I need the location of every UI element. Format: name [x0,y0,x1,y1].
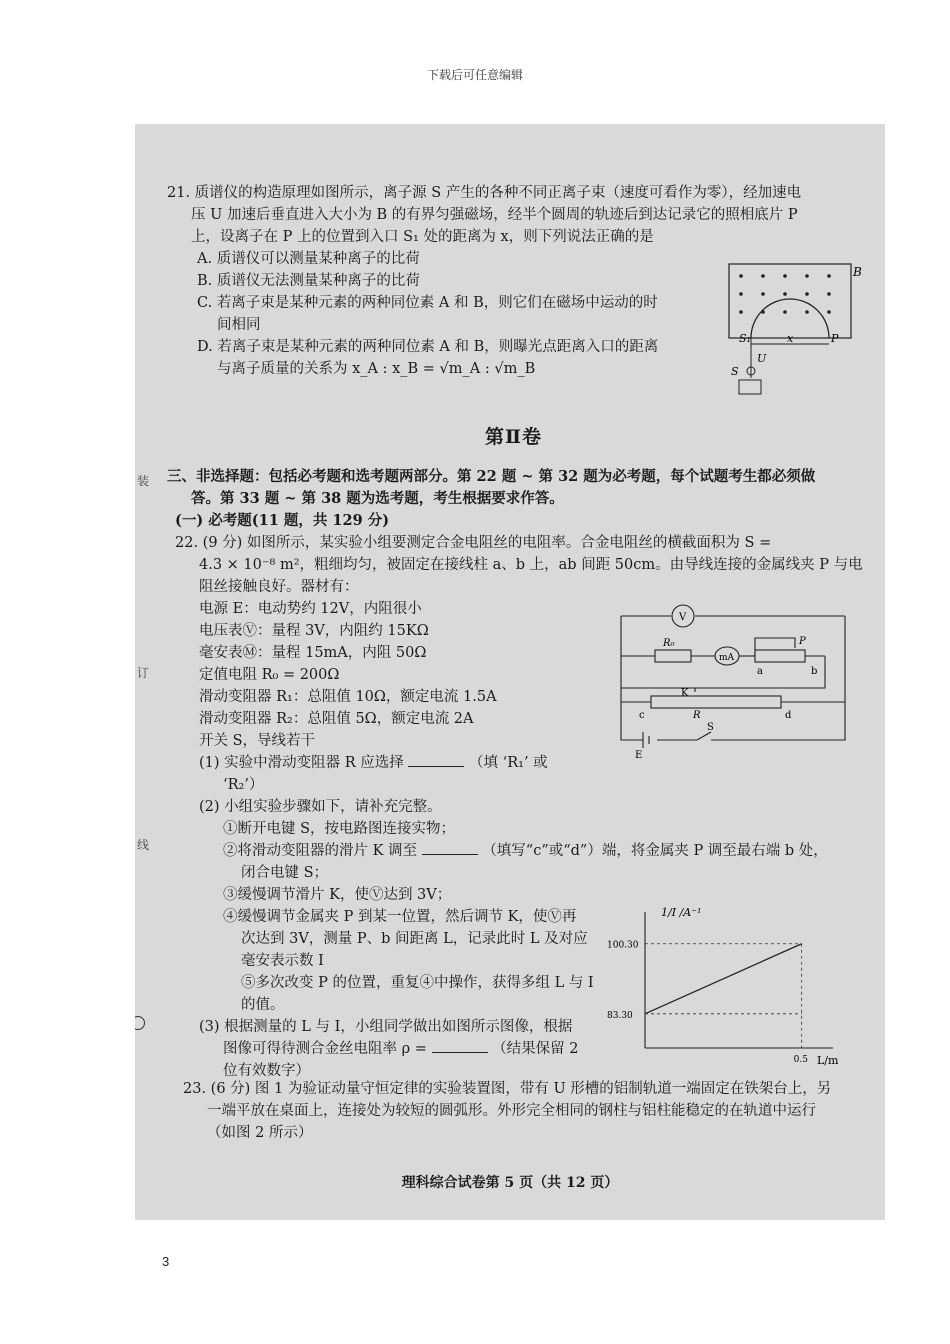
q21-option-d: D. 若离子束是某种元素的两种同位素 A 和 B，则曝光点距离入口的距离 [197,339,659,355]
equipment-item: 毫安表Ⓜ：量程 15mA，内阻 50Ω [199,645,427,661]
q23-line: （如图 2 所示） [207,1125,313,1141]
q22-sub2: (2) 小组实验步骤如下，请补充完整。 [199,799,442,815]
q21-option-d-cont: 与离子质量的关系为 x_A : x_B = √m_A : √m_B [217,361,536,377]
margin-mark-zhuang: 装 [137,474,150,488]
q22-step2-text: （填写“c”或“d”）端，将金属夹 P 调至最右端 b 处， [482,843,828,859]
fig-label-b: B [853,265,862,279]
chart-x-label: L/m [817,1054,839,1067]
q22-sub1-hint: （填 ‘R₁’ 或 [469,755,548,771]
section-intro [167,466,815,532]
q22-line: 22. (9 分) 如图所示，某实验小组要测定合金电阻丝的电阻率。合金电阻丝的横截面积为 S = [175,535,772,551]
question-21 [167,182,801,380]
circuit-label-r0: R₀ [663,638,675,649]
q22-step: 毫安表示数 I [241,953,324,969]
q22-sub1-text: (1) 实验中滑动变阻器 R 应选择 [199,755,404,771]
margin-mark-xian: 线 [137,838,150,852]
equipment-item: 开关 S，导线若干 [199,733,316,749]
page-number: 3 [162,1254,170,1269]
circuit-label-s: S [707,722,714,733]
q22-step: ①断开电键 S，按电路图连接实物； [223,821,456,837]
circuit-label-a: a [757,666,763,677]
fig-label-u: U [757,352,767,365]
circuit-label-d: d [785,710,792,721]
q22-sub1-cont: ‘R₂’） [223,777,264,793]
q22-step2-text: ②将滑动变阻器的滑片 K 调至 [223,843,418,859]
answer-blank [432,1040,488,1053]
chart-x-tick-label: 0.5 [793,1055,808,1065]
answer-blank [422,842,478,855]
fig-label-x: x [787,332,794,345]
q22-sub3-text: 图像可得待测合金丝电阻率 ρ = [223,1041,427,1057]
equipment-item: 滑动变阻器 R₁：总阻值 10Ω，额定电流 1.5A [199,689,497,705]
equipment-item: 滑动变阻器 R₂：总阻值 5Ω，额定电流 2A [199,711,474,727]
chart-y-tick-label: 100.30 [607,940,639,951]
q21-option-c-cont: 间相同 [217,317,261,333]
fig-label-s1: S₁ [739,332,751,345]
q23-line: 一端平放在桌面上，连接处为较短的圆弧形。外形完全相同的钢柱与铝柱能稳定的在轨道中运行 [207,1103,816,1119]
q22-sub3-text: （结果保留 2 [492,1041,579,1057]
part-heading: (一) 必考题(11 题，共 129 分) [175,512,390,529]
q21-line: 压 U 加速后垂直进入大小为 B 的有界匀强磁场，经半个圆周的轨迹后到达记录它的照相底片 P [191,207,798,223]
q22-sub3: 位有效数字） [223,1063,310,1079]
page-footer: 理科综合试卷第 5 页（共 12 页） [401,1175,619,1191]
answer-blank [408,754,464,767]
circuit-label-k: K [681,688,689,699]
circuit-diagram [615,604,855,764]
circuit-label-v: V [679,612,687,623]
q21-option-a: A. 质谱仪可以测量某种离子的比荷 [197,251,420,267]
q22-step: 次达到 3V，测量 P、b 间距离 L，记录此时 L 及对应 [241,931,588,947]
chart-y-tick-label: 83.30 [607,1010,633,1021]
q22-step: 的值。 [241,997,285,1013]
exam-page-photo [135,124,885,1220]
mass-spectrometer-figure [727,260,863,400]
q22-step: 闭合电键 S； [241,865,329,881]
circuit-label-b: b [811,666,818,677]
resistance-chart [605,898,855,1068]
chart-series-line [645,944,802,1014]
circuit-label-p: P [799,636,806,647]
binding-hole-icon [135,1016,145,1030]
q22-step: ③缓慢调节滑片 K，使Ⓥ达到 3V； [223,887,452,903]
section-title: 第Ⅱ卷 [485,426,543,448]
question-23 [183,1078,831,1144]
q22-line: 4.3 × 10⁻⁸ m²，粗细均匀，被固定在接线柱 a、b 上，ab 间距 50cm。由导线连接的金属线夹 P 与电 [199,557,863,573]
q22-line: 阻丝接触良好。器材有： [199,579,359,595]
fig-label-s: S [731,365,739,378]
q22-step: ④缓慢调节金属夹 P 到某一位置，然后调节 K，使Ⓥ再 [223,909,577,925]
q22-step [175,840,863,862]
circuit-label-ma: mA [719,653,735,663]
q21-option-c: C. 若离子束是某种元素的两种同位素 A 和 B，则它们在磁场中运动的时 [197,295,658,311]
q21-line: 21. 质谱仪的构造原理如图所示，离子源 S 产生的各种不同正离子束（速度可看作为零），经加速电 [167,185,802,201]
header-note: 下载后可任意编辑 [426,68,523,82]
section-intro-line: 三、非选择题：包括必考题和选考题两部分。第 22 题 ~ 第 32 题为必考题，每个试题考生都必须做 [167,468,816,485]
equipment-item: 定值电阻 R₀ = 200Ω [199,667,340,683]
equipment-item: 电源 E：电动势约 12V，内阻很小 [199,601,422,617]
circuit-label-c: c [639,710,645,721]
q22-sub3: (3) 根据测量的 L 与 I，小组同学做出如图所示图像，根据 [199,1019,573,1035]
margin-mark-ding: 订 [137,666,150,680]
fig-label-p: P [831,332,839,345]
circuit-label-r: R [693,710,701,721]
equipment-item: 电压表Ⓥ：量程 3V，内阻约 15KΩ [199,623,429,639]
circuit-label-e: E [635,750,643,761]
q21-line: 上，设离子在 P 上的位置到入口 S₁ 处的距离为 x，则下列说法正确的是 [191,229,654,245]
section-intro-line: 答。第 33 题 ~ 第 38 题为选考题，考生根据要求作答。 [191,490,564,507]
q23-line: 23. (6 分) 图 1 为验证动量守恒定律的实验装置图，带有 U 形槽的铝制轨道一端固定在铁架台上，另 [183,1081,832,1097]
chart-y-label: 1/I /A⁻¹ [661,906,702,919]
q21-option-b: B. 质谱仪无法测量某种离子的比荷 [197,273,420,289]
q22-step: ⑤多次改变 P 的位置，重复④中操作，获得多组 L 与 I [241,975,594,991]
